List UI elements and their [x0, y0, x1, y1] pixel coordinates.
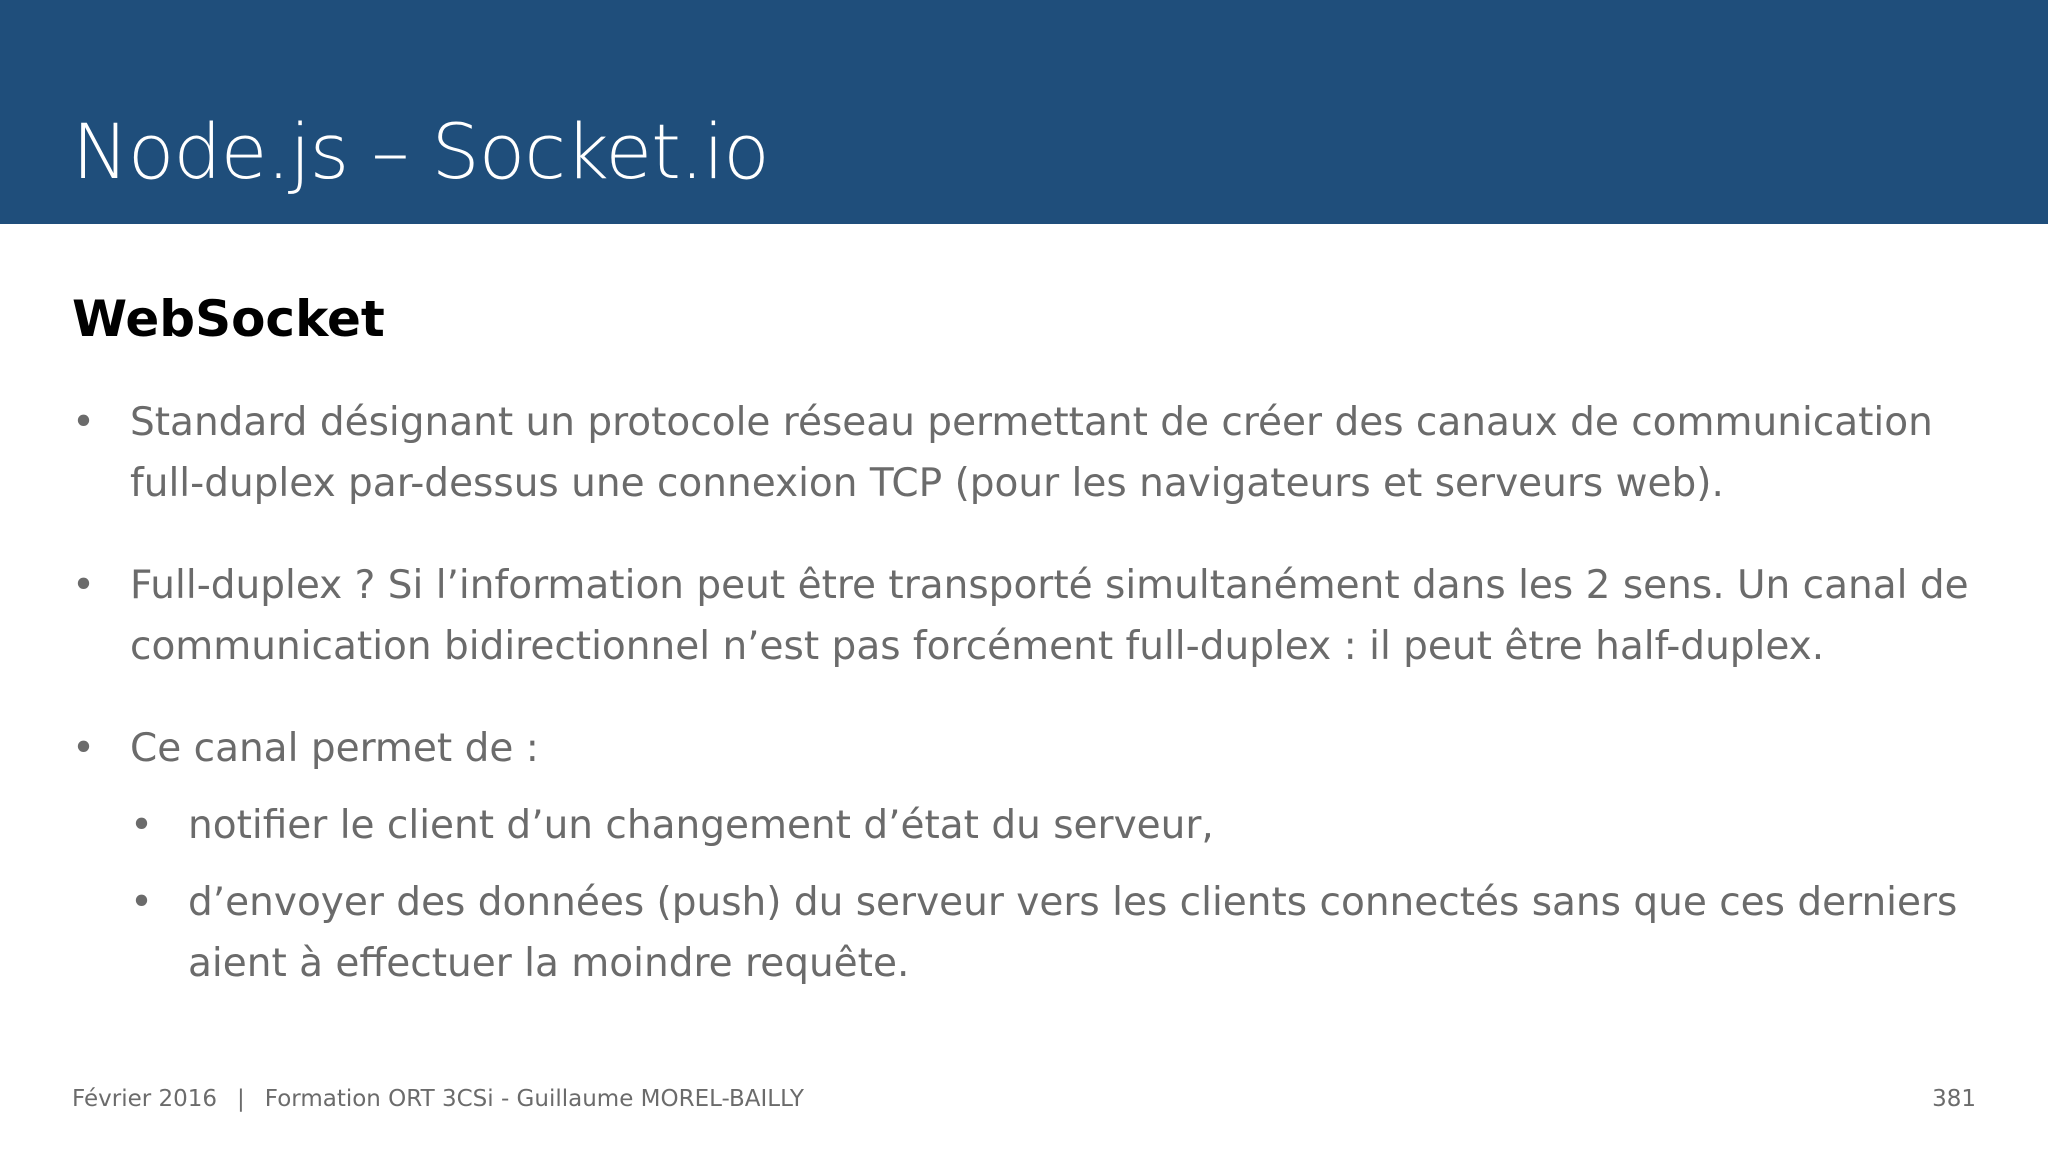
- sub-bullet-item-push: [130, 872, 1982, 994]
- section-heading: WebSocket: [72, 290, 385, 348]
- bullet-list: [72, 392, 1982, 1035]
- bullet-text: Full-duplex ? Si l’information peut être transporté simultanément dans les 2 sens. Un canal de communication bidirectionnel n’est pas forcément full-duplex : il peut être half-duplex.: [130, 563, 1969, 669]
- bullet-text: Standard désignant un protocole réseau permettant de créer des canaux de communication full-duplex par-dessus une connexion TCP (pour les navigateurs et serveurs web).: [130, 400, 1933, 506]
- bullet-text: Ce canal permet de :: [130, 726, 539, 771]
- footer-date: Février 2016: [72, 1086, 218, 1112]
- bullet-item-standard: [72, 392, 1982, 514]
- footer-course: Formation ORT 3CSi - Guillaume MOREL-BAILLY: [264, 1086, 804, 1112]
- page-number: 381: [1932, 1086, 1976, 1112]
- bullet-item-canal: [72, 718, 1982, 994]
- slide-title: Node.js – Socket.io: [72, 107, 769, 196]
- bullet-item-full-duplex: [72, 555, 1982, 677]
- sub-bullet-text: notifier le client d’un changement d’état du serveur,: [188, 803, 1214, 848]
- footer: [72, 1082, 804, 1116]
- sub-bullet-item-notifier: [130, 795, 1982, 856]
- footer-separator: |: [237, 1086, 245, 1112]
- sub-bullet-text: d’envoyer des données (push) du serveur vers les clients connectés sans que ces derniers aient à effectuer la moindre requête.: [188, 880, 1958, 986]
- sub-bullet-list: [130, 795, 1982, 994]
